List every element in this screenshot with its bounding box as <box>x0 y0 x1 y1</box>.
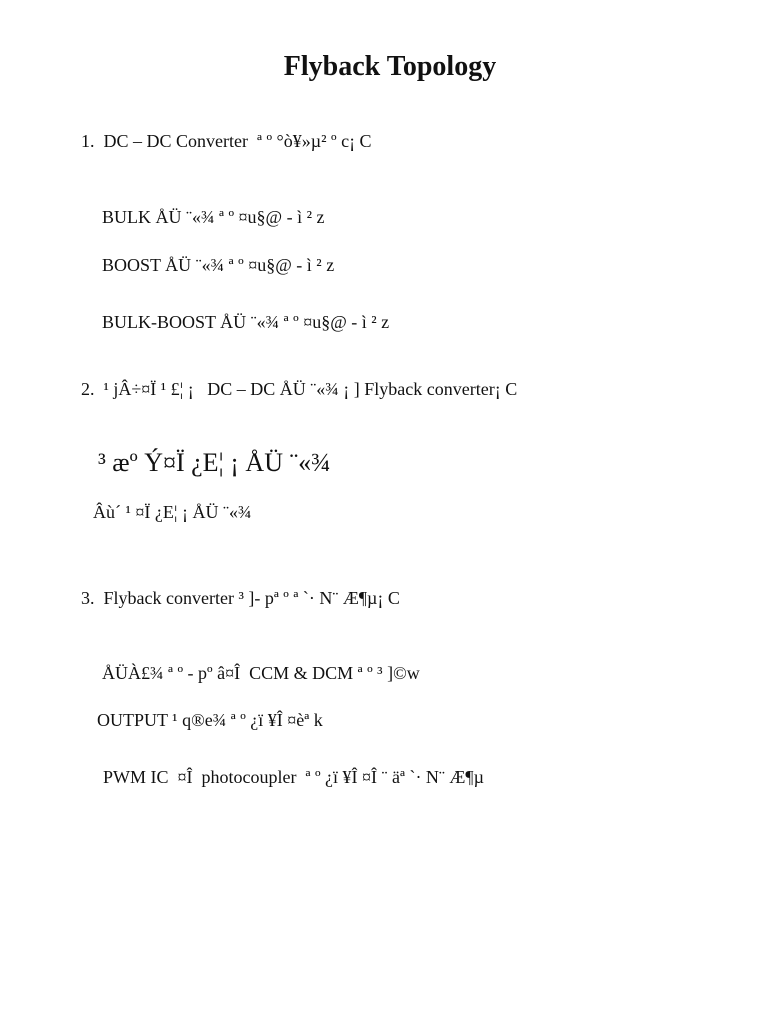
section-2-heading: 2. ¹ jÂ÷¤Ï ¹ £¦ ¡ DC – DC ÅÜ ¨«¾ ¡ ] Flyback converter¡ C <box>81 379 518 399</box>
section-1-item-bulk: BULK ÅÜ ¨«¾ ª º ¤u§@ - ì ² z <box>102 207 325 227</box>
section-1-item-boost: BOOST ÅÜ ¨«¾ ª º ¤u§@ - ì ² z <box>102 255 335 275</box>
section-3-item-ccm-dcm: ÅÜÀ£¾ ª º - pº â¤Î CCM & DCM ª º ³ ]©w <box>102 663 420 683</box>
section-3-item-pwm-ic: PWM IC ¤Î photocoupler ª º ¿ï ¥Î ¤Î ¨ äª `· N¨ Æ¶µ <box>103 767 484 787</box>
section-1-heading: 1. DC – DC Converter ª º °ò¥»µ² º c¡ C <box>81 131 372 151</box>
section-2-small-line: Âù´ ¹ ¤Ï ¿E¦ ¡ ÅÜ ¨«¾ <box>93 502 252 522</box>
document-title: Flyback Topology <box>283 51 497 82</box>
section-2-large-line: ³ æº Ý¤Ï ¿E¦ ¡ ÅÜ ¨«¾ <box>98 448 331 477</box>
section-1-item-bulk-boost: BULK-BOOST ÅÜ ¨«¾ ª º ¤u§@ - ì ² z <box>102 312 390 332</box>
section-3-item-output: OUTPUT ¹ q®e¾ ª º ¿ï ¥Î ¤èª k <box>97 710 323 730</box>
section-3-heading: 3. Flyback converter ³ ]- pª º ª `· N¨ Æ¶µ¡ C <box>81 588 400 608</box>
